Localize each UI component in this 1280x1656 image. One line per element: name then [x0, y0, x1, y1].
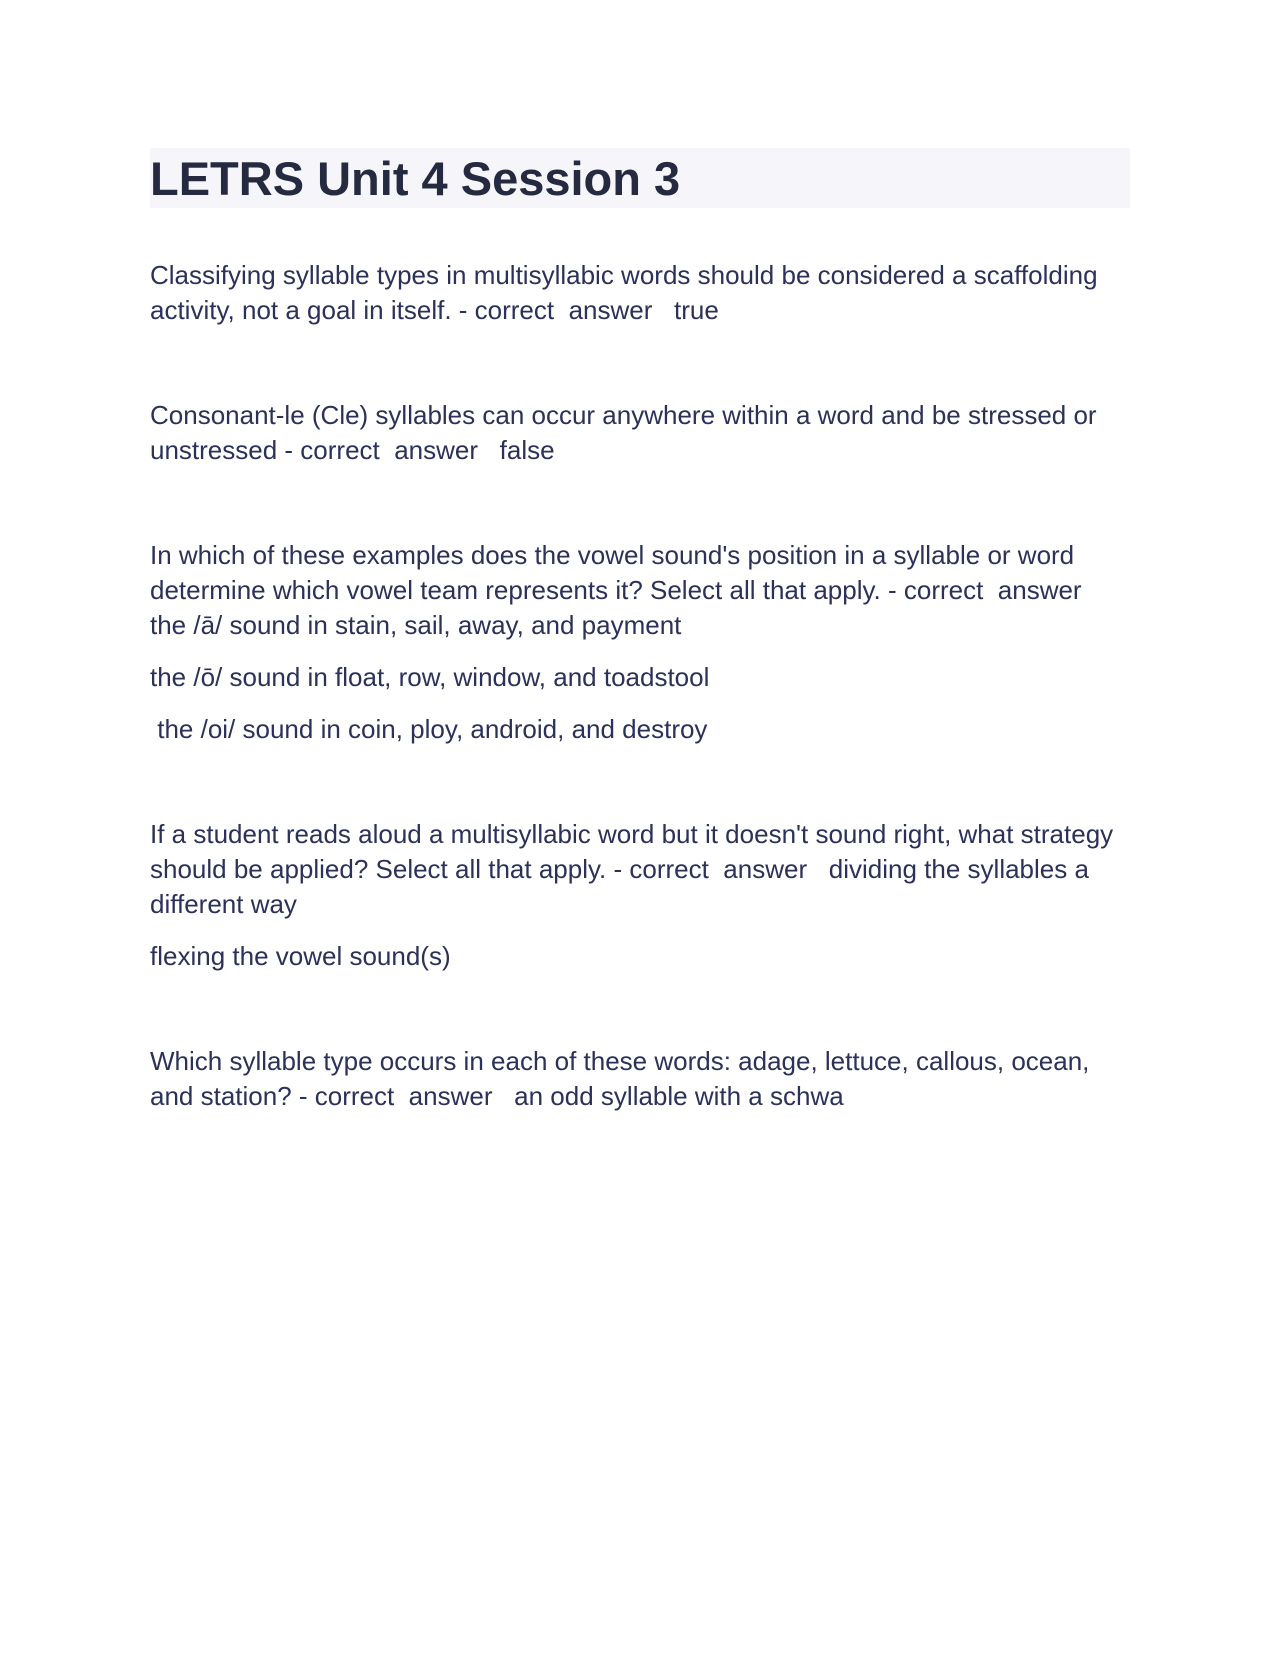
document-title: LETRS Unit 4 Session 3: [150, 152, 681, 205]
answer-option: the /oi/ sound in coin, ploy, android, and destroy: [150, 714, 708, 744]
question-list: [150, 258, 1130, 1114]
title-banner: [150, 148, 1130, 208]
question-item-4: [150, 817, 1130, 974]
question-item-5: [150, 1044, 1130, 1114]
answer-option: the /ō/ sound in float, row, window, and toadstool: [150, 662, 710, 692]
question-item-2: [150, 398, 1130, 468]
question-item-3: [150, 538, 1130, 747]
question-text: Classifying syllable types in multisyllabic words should be considered a scaffolding activity, not a goal in itself. - correct answer true: [150, 260, 1105, 325]
question-text: In which of these examples does the vowel sound's position in a syllable or word determine which vowel team represents it? Select all that apply. - correct answer the /ā/ sound in stain, sail, away, and payment: [150, 540, 1104, 640]
document-page: [150, 148, 1130, 1184]
question-text: Consonant-le (Cle) syllables can occur anywhere within a word and be stressed or unstressed - correct answer false: [150, 400, 1104, 465]
question-item-1: [150, 258, 1130, 328]
question-text: Which syllable type occurs in each of these words: adage, lettuce, callous, ocean, and station? - correct answer an odd syllable with a schwa: [150, 1046, 1097, 1111]
answer-option: flexing the vowel sound(s): [150, 941, 451, 971]
question-text: If a student reads aloud a multisyllabic word but it doesn't sound right, what strategy should be applied? Select all that apply. - correct answer dividing the syllables a different way: [150, 819, 1121, 919]
